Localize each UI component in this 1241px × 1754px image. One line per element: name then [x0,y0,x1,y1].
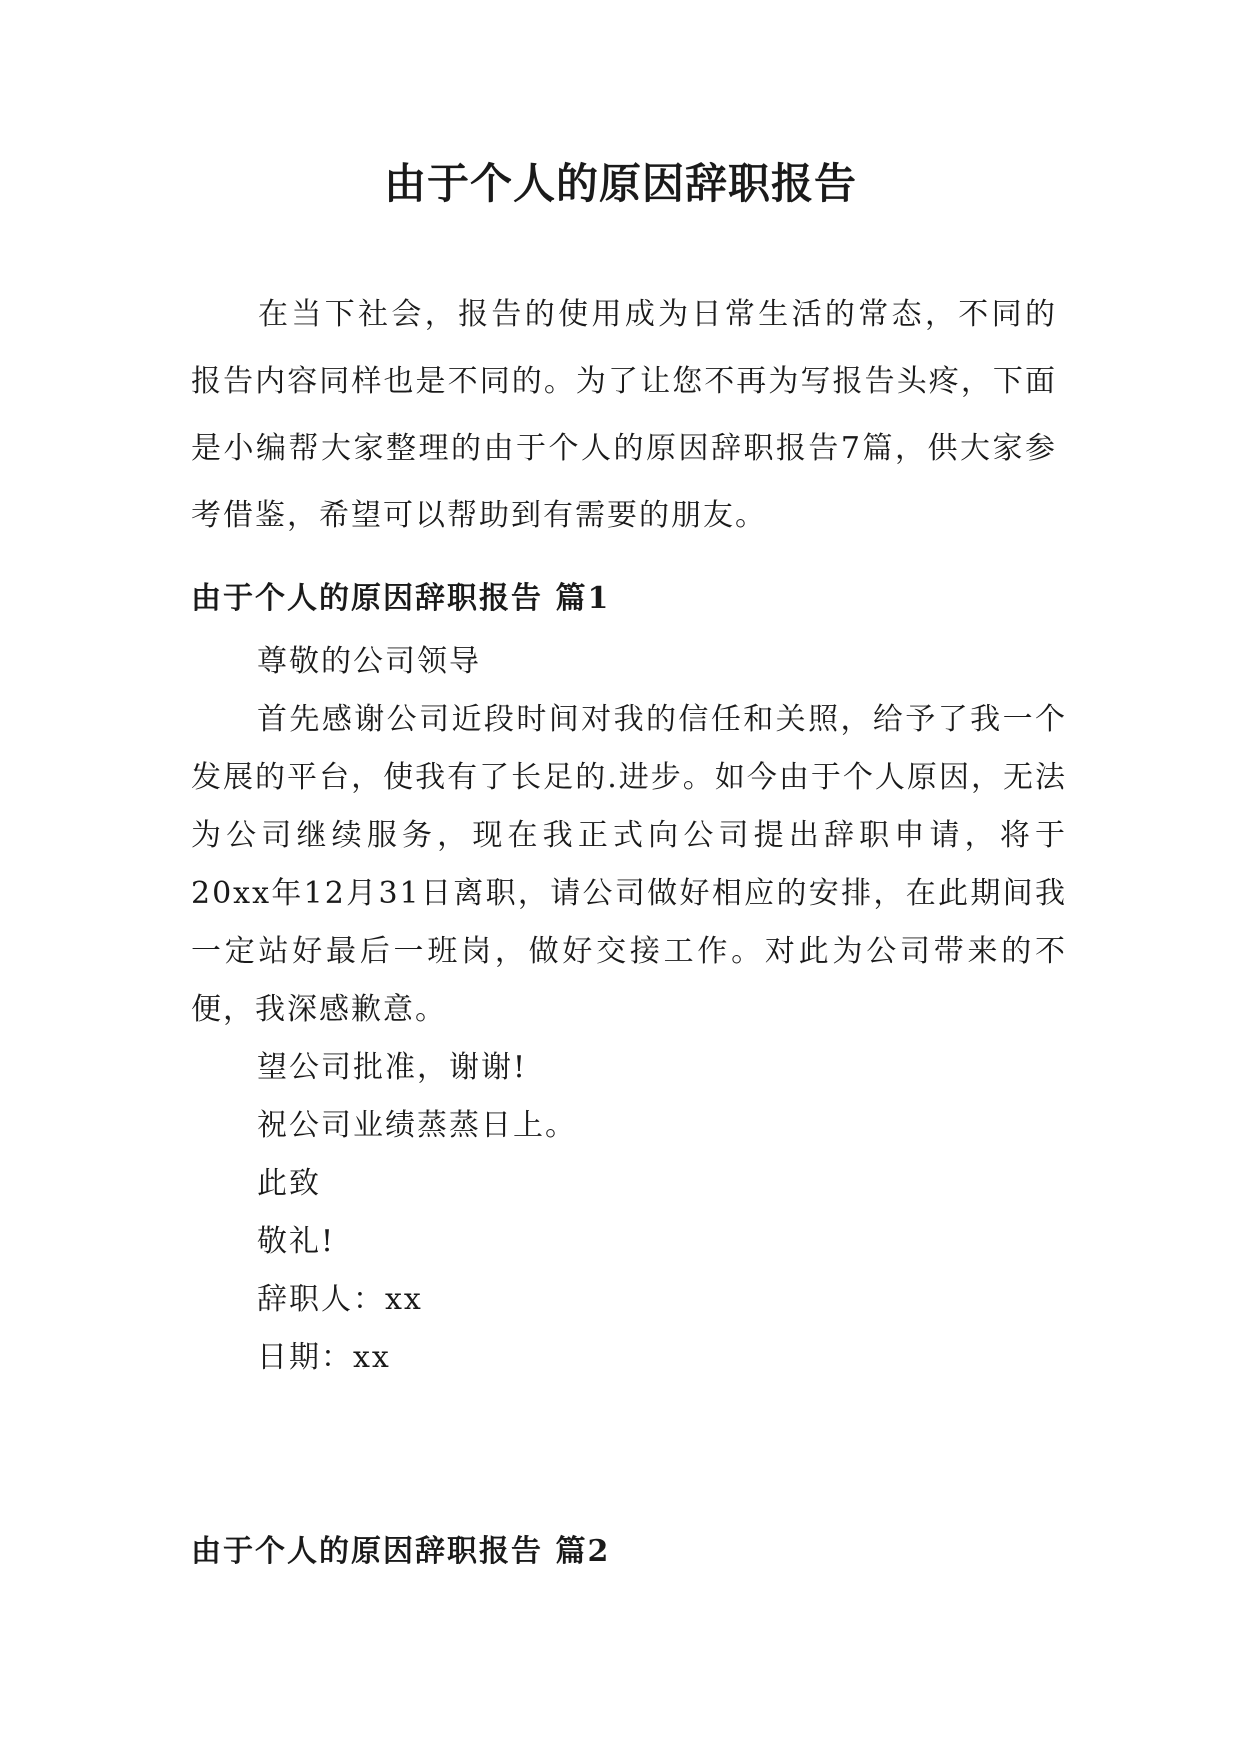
request-line: 望公司批准，谢谢! [257,1050,528,1085]
salutation: 尊敬的公司领导 [257,644,481,679]
body-paragraph: 首先感谢公司近段时间对我的信任和关照，给予了我一个发展的平台，使我有了长足的.进步。如今由于个人原因，无法为公司继续服务，现在我正式向公司提出辞职申请，将于20xx年12月31日离职，请公司做好相应的安排，在此期间我一定站好最后一班岗，做好交接工作。对此为公司带来的不便，我深感歉意。 [191,702,1067,1027]
intro-paragraph: 在当下社会，报告的使用成为日常生活的常态，不同的报告内容同样也是不同的。为了让您不再为写报告头疼，下面是小编帮大家整理的由于个人的原因辞职报告7篇，供大家参考借鉴，希望可以帮助到有需要的朋友。 [191,297,1057,533]
date-line: 日期：xx [257,1340,391,1375]
section-heading-1: 由于个人的原因辞职报告 篇1 [191,581,611,616]
signer-line: 辞职人：xx [257,1282,423,1317]
page-title: 由于个人的原因辞职报告 [383,159,857,208]
regards-line: 敬礼! [257,1224,336,1259]
wish-line: 祝公司业绩蒸蒸日上。 [257,1108,577,1143]
section-1-body [191,633,1067,1387]
section-heading-2: 由于个人的原因辞职报告 篇2 [191,1534,611,1569]
closing-line: 此致 [257,1166,321,1201]
